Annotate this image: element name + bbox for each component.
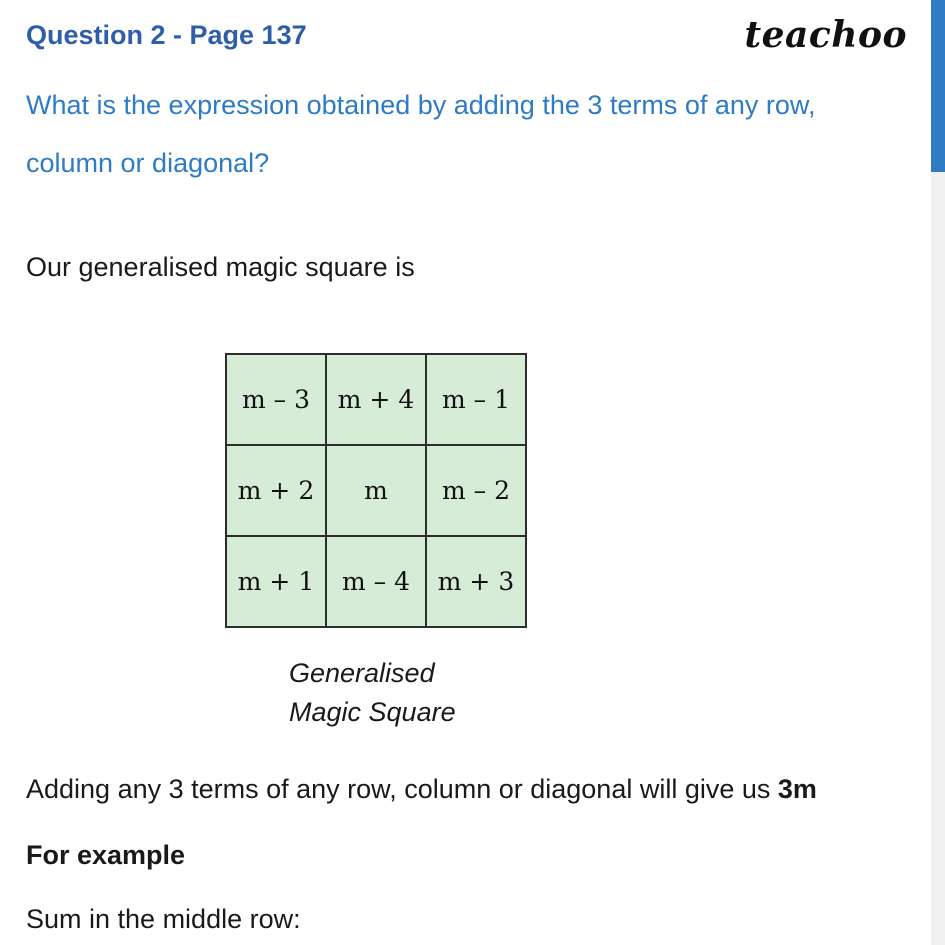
scrollbar-track[interactable]	[931, 0, 945, 945]
magic-square-table	[225, 353, 527, 628]
question-text: What is the expression obtained by adding the 3 terms of any row, column or diagonal?	[26, 90, 816, 178]
magic-square-caption	[289, 654, 456, 732]
magic-square-cell: m – 1	[426, 354, 526, 445]
caption-line: Generalised	[289, 658, 435, 688]
caption-line: Magic Square	[289, 697, 456, 727]
magic-square-row	[226, 354, 526, 445]
intro-text: Our generalised magic square is	[26, 252, 415, 282]
magic-square-cell: m – 3	[226, 354, 326, 445]
magic-square-cell: m + 2	[226, 445, 326, 536]
example-heading: For example	[26, 840, 186, 870]
conclusion-text	[26, 774, 817, 805]
sum-middle-row-label: Sum in the middle row:	[26, 904, 301, 934]
magic-square-cell: m + 4	[326, 354, 426, 445]
conclusion-sentence: Adding any 3 terms of any row, column or diagonal will give us	[26, 774, 778, 804]
magic-square-cell: m – 2	[426, 445, 526, 536]
magic-square-cell: m	[326, 445, 426, 536]
scrollbar-thumb[interactable]	[931, 0, 945, 172]
conclusion-result: 3m	[777, 774, 817, 804]
magic-square-row	[226, 445, 526, 536]
brand-logo: teachoo	[744, 14, 907, 56]
magic-square-cell: m – 4	[326, 536, 426, 627]
question-heading: Question 2 - Page 137	[26, 20, 307, 50]
magic-square-cell: m + 1	[226, 536, 326, 627]
magic-square-cell: m + 3	[426, 536, 526, 627]
magic-square-row	[226, 536, 526, 627]
